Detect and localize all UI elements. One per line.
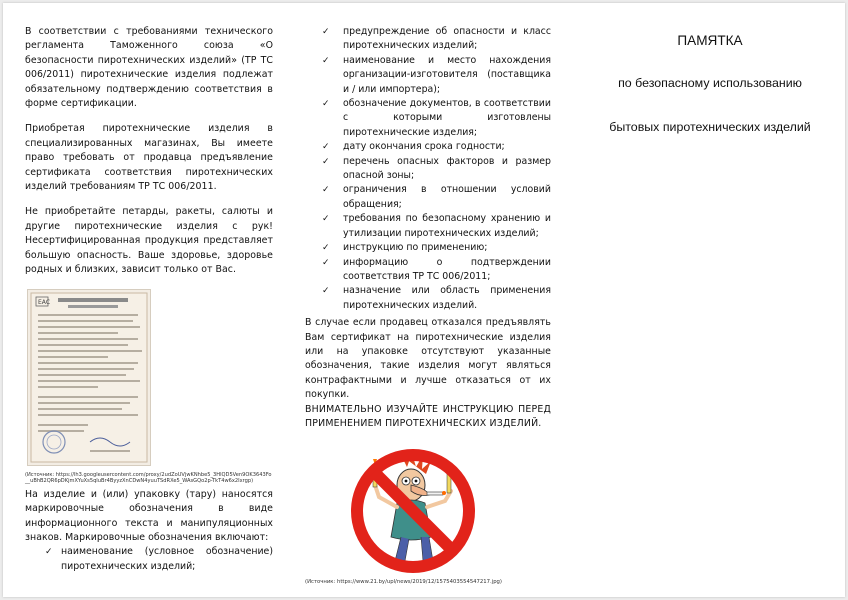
list-item: ✓ ограничения в отношении условий обращения; — [322, 184, 551, 210]
panel-left — [25, 25, 273, 574]
list-item: ✓ наименование (условное обозначение) пиротехнических изделий; — [45, 546, 273, 572]
instruction-warning: ВНИМАТЕЛЬНО ИЗУЧАЙТЕ ИНСТРУКЦИЮ ПЕРЕД ПРИМЕНЕНИЕМ ПИРОТЕХНИЧЕСКИХ ИЗДЕЛИЙ. — [305, 403, 551, 429]
list-item: ✓ информацию о подтверждении соответствия ТР ТС 006/2011; — [322, 256, 551, 282]
cover-subtitle-line2: бытовых пиротехнических изделий — [609, 120, 811, 134]
check-icon: ✓ — [322, 286, 330, 297]
list-item: ✓ перечень опасных факторов и размер опасной зоны; — [322, 155, 551, 182]
list-item: ✓ инструкцию по применению; — [305, 241, 551, 255]
paragraph-warning-hands: Не приобретайте петарды, ракеты, салюты и другие пиротехнические изделия с рук! Несертифицированная продукция представляет большую опасность. Ваше здоровье, здоровье родных и близких, зависит только от Вас. — [25, 206, 273, 276]
paragraph-specialized-stores: Приобретая пиротехнические изделия в специализированных магазинах, Вы имеете право требовать от продавца предъявление сертификата соответствия пиротехнических изделий требованиям ТР ТС 006/2011. — [25, 123, 273, 193]
certificate-image-source: (Источник: https://lh3.googleusercontent.com/proxy/2udZoUVjwKNhbe5_3HlQD5Ven9OK3643Fo__uBhB2QR6pDKjmXYuXs5qIuBr4ByyzXnCDwN4yuuTSdRXe5_WAsGQo2p-TkT4w6x2Ixrgp) — [25, 471, 272, 485]
cover-subtitle-line1: по безопасному использованию — [618, 76, 802, 90]
list-item: ✓ наименование и место нахождения организации-изготовителя (поставщика и / или импортера); — [322, 54, 551, 95]
check-icon: ✓ — [322, 99, 330, 110]
brochure-page — [3, 3, 845, 597]
list-item: ✓ обозначение документов, в соответствии с которыми изготовлены пиротехнические изделия; — [322, 98, 551, 138]
illustration-image-source: (Источник: https://www.21.by/upl/news/2019/12/1575403554547217.jpg) — [305, 578, 502, 585]
check-icon: ✓ — [322, 55, 330, 66]
marking-list-continued — [305, 25, 551, 313]
check-icon: ✓ — [322, 156, 330, 167]
check-icon: ✓ — [322, 243, 330, 254]
list-item: ✓ предупреждение об опасности и класс пиротехнических изделий; — [322, 26, 551, 52]
marking-list-start — [25, 545, 273, 574]
paragraph-marking: На изделие и (или) упаковку (тару) наносятся маркировочные обозначения в виде информационного текста и манипуляционных знаков. Маркировочные обозначения включают: — [25, 488, 273, 543]
certificate-image — [27, 289, 151, 466]
check-icon: ✓ — [322, 142, 330, 153]
list-item: ✓ назначение или область применения пиротехнических изделий. — [322, 285, 551, 311]
paragraph-refusal: В случае если продавец отказался предъявлять Вам сертификат на пиротехнические изделия или на упаковке отсутствуют указанные обозначения, такие изделия могут являться контрафактными и лучше отказаться от их покупки. — [305, 317, 551, 401]
svg-text:ЕАС: ЕАС — [38, 298, 51, 306]
list-item: ✓ дату окончания срока годности; — [305, 140, 551, 154]
check-icon: ✓ — [322, 257, 330, 268]
panel-middle — [305, 25, 551, 586]
cover-title: ПАМЯТКА — [677, 33, 743, 48]
panel-cover — [587, 33, 833, 134]
check-icon: ✓ — [322, 214, 330, 225]
list-item: ✓ требования по безопасному хранению и утилизации пиротехнических изделий; — [322, 213, 551, 239]
prohibition-illustration — [343, 441, 483, 573]
check-icon: ✓ — [322, 27, 330, 37]
check-icon: ✓ — [45, 547, 53, 558]
check-icon: ✓ — [322, 185, 330, 196]
paragraph-regulation: В соответствии с требованиями технического регламента Таможенного союза «О безопасности пиротехнических изделий» (ТР ТС 006/2011) пиротехнические изделия подлежат обязательному подтверждению соответствия в форме сертификации. — [25, 26, 273, 110]
